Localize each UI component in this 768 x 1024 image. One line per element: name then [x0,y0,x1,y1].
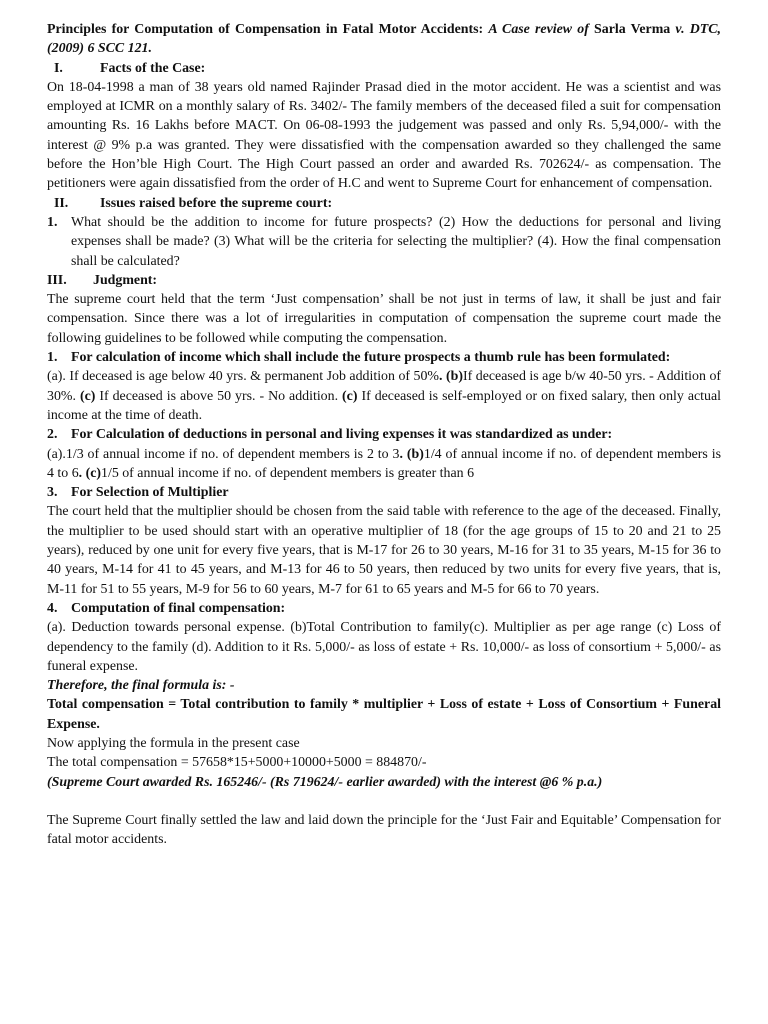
judgment-body: The supreme court held that the term ‘Just compensation’ shall be not just in terms of law, it shall be just and fair compensation. Since there was a lot of irregularities in computation of compensation the supreme court made the following guidelines to be followed while computing the compensation. [47,292,721,346]
title-citation: v. DTC, (2009) 6 SCC 121. [47,22,721,57]
guideline-1-heading: 1. For calculation of income which shall include the future prospects a thumb rule has been formulated: [47,350,671,366]
guideline-4-body: (a). Deduction towards personal expense. (b)Total Contribution to family(c). Multiplier as per age range (c) Loss of dependency to the family (d). Addition to it Rs. 5,000/- as loss of estate + Rs. 10,000/- as loss of consortium + 5,000/- as funeral expense. [47,620,721,674]
title-italic: A Case review of [488,22,589,37]
guideline-4-heading: 4. Computation of final compensation: [47,600,286,616]
judgment-heading: III. Judgment: [47,272,158,288]
facts-heading: I. Facts of the Case: [53,60,206,76]
formula-calculation: The total compensation = 57658*15+5000+10000+5000 = 884870/- [47,755,427,771]
formula-intro: Therefore, the final formula is: - [47,678,235,694]
guideline-2-heading: 2. For Calculation of deductions in personal and living expenses it was standardized as under: [47,427,613,443]
supreme-court-award: (Supreme Court awarded Rs. 165246/- (Rs 719624/- earlier awarded) with the interest @6 % p.a.) [47,774,603,790]
formula-text: Total compensation = Total contribution to family * multiplier + Loss of estate + Loss of Consortium + Funeral Expense. [47,697,721,732]
facts-body: On 18-04-1998 a man of 38 years old named Rajinder Prasad died in the motor accident. He was a scientist and was employed at ICMR on a monthly salary of Rs. 3402/- The family members of the deceased filed a suit for compensation amounting Rs. 16 Lakhs before MACT. On 06-08-1993 the judgement was passed and only Rs. 5,94,000/- with the interest @ 9% p.a was granted. They were dissatisfied with the compensation awarded so they challenged the same before the Hon’ble High Court. The High Court passed an order and awarded Rs. 702624/- as compensation. The petitioners were again dissatisfied from the order of H.C and went to Supreme Court for enhancement of compensation. [47,79,721,192]
guideline-3-heading: 3. For Selection of Multiplier [47,485,229,501]
issues-item: 1. What should be the addition to income for future prospects? (2) How the deductions for personal and living expenses shall be made? (3) What will be the criteria for selecting the multiplier? (4). How the final compensation shall be calculated? [47,214,721,269]
document-title [47,20,721,59]
guideline-1-body: (a). If deceased is age below 40 yrs. & permanent Job addition of 50%. (b)If deceased is age b/w 40-50 yrs. - Addition of 30%. (c) If deceased is above 50 yrs. - No addition. (c) If deceased is self-employed or on fixed salary, then only actual income at the time of death. [47,369,722,423]
paragraph-gap [47,792,721,811]
formula-applying: Now applying the formula in the present case [47,735,300,751]
conclusion: The Supreme Court finally settled the law and laid down the principle for the ‘Just Fair and Equitable’ Compensation for fatal motor accidents. [47,812,721,848]
guideline-3-body: The court held that the multiplier should be chosen from the said table with reference to the age of the deceased. Finally, the multiplier to be used should start with an operative multiplier of 18 (for the age groups of 15 to 20 and 21 to 25 years), reduced by one unit for every five years, that is M-17 for 26 to 30 years, M-16 for 31 to 35 years, M-15 for 36 to 40 years, M-14 for 41 to 45 years, and M-13 for 46 to 50 years, then reduced by two units for every five years, that is, M-11 for 51 to 55 years, M-9 for 56 to 60 years, M-7 for 61 to 65 years and M-5 for 66 to 70 years. [47,504,721,597]
title-case-name: Sarla Verma [588,22,676,37]
title-text: Principles for Computation of Compensation in Fatal Motor Accidents: [47,22,489,37]
issues-heading: II. Issues raised before the supreme court: [53,195,333,211]
guideline-2-body: (a).1/3 of annual income if no. of dependent members is 2 to 3. (b)1/4 of annual income if no. of dependent members is 4 to 6. (c)1/5 of annual income if no. of dependent members is greater than 6 [47,446,722,481]
